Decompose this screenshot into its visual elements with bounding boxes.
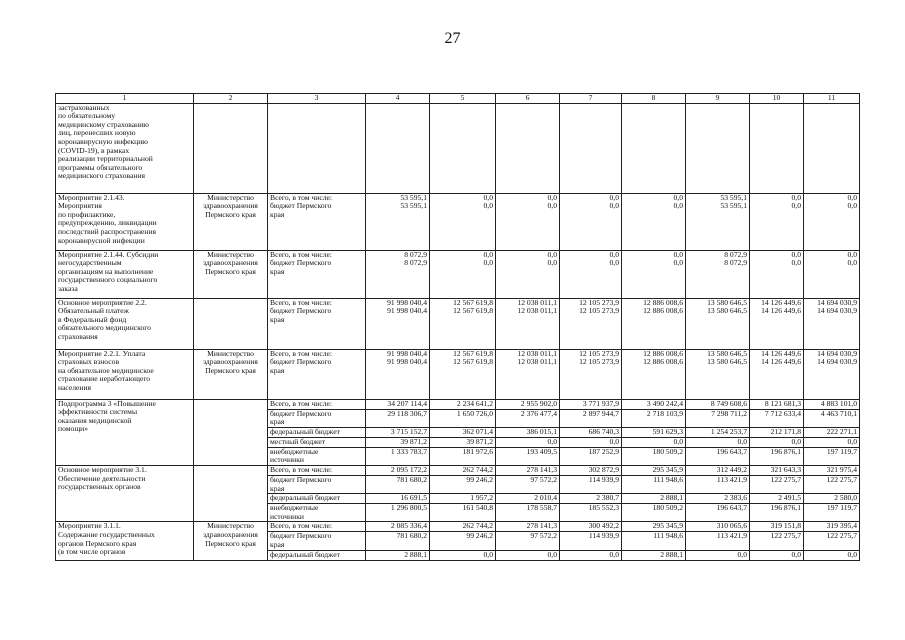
column-number: 5 (430, 94, 496, 104)
amount-cell: 591 629,3 (622, 427, 686, 437)
funding-source: внебюджетные источники (268, 447, 366, 465)
measure-name: Мероприятие 3.1.1. Содержание государственных органов Пермского края (в том числе органов (56, 522, 194, 560)
responsible-executor: Министерство здравоохранения Пермского края (194, 522, 268, 560)
amount-cell: 2 888,1 (622, 550, 686, 560)
amount-cell: 0,0 (496, 550, 560, 560)
amount-cell: 0,0 0,0 (804, 250, 860, 298)
amount-cell: 2 010,4 (496, 494, 560, 504)
amount-cell: 686 740,3 (560, 427, 622, 437)
funding-source: федеральный бюджет (268, 494, 366, 504)
amount-cell: 7 712 633,4 (750, 409, 804, 427)
amount-cell: 0,0 (750, 437, 804, 447)
responsible-executor (194, 465, 268, 521)
amount-cell: 321 975,4 (804, 465, 860, 475)
amount-cell: 2 376 477,4 (496, 409, 560, 427)
amount-cell: 4 883 101,0 (804, 399, 860, 409)
measure-name: Основное мероприятие 3.1. Обеспечение деятельности государственных органов (56, 465, 194, 521)
table-row (56, 522, 860, 532)
amount-cell: 0,0 0,0 (804, 193, 860, 250)
funding-source (268, 103, 366, 193)
amount-cell: 0,0 (496, 437, 560, 447)
amount-cell (560, 103, 622, 193)
table-row (56, 193, 860, 250)
amount-cell: 278 141,3 (496, 522, 560, 532)
amount-cell: 187 252,9 (560, 447, 622, 465)
amount-cell: 2 383,6 (686, 494, 750, 504)
amount-cell: 1 650 726,0 (430, 409, 496, 427)
amount-cell (804, 103, 860, 193)
amount-cell: 1 333 783,7 (366, 447, 430, 465)
amount-cell: 319 151,8 (750, 522, 804, 532)
amount-cell: 180 509,2 (622, 447, 686, 465)
amount-cell: 1 296 800,5 (366, 504, 430, 522)
amount-cell: 53 595,1 53 595,1 (366, 193, 430, 250)
funding-source: бюджет Пермского края (268, 475, 366, 493)
amount-cell: 196 643,7 (686, 504, 750, 522)
funding-source: внебюджетные источники (268, 504, 366, 522)
responsible-executor: Министерство здравоохранения Пермского края (194, 193, 268, 250)
amount-cell: 2 491,5 (750, 494, 804, 504)
funding-source: местный бюджет (268, 437, 366, 447)
funding-source: Всего, в том числе: бюджет Пермского края (268, 298, 366, 349)
amount-cell: 53 595,1 53 595,1 (686, 193, 750, 250)
table-row (56, 250, 860, 298)
amount-cell: 0,0 (622, 437, 686, 447)
amount-cell: 278 141,3 (496, 465, 560, 475)
amount-cell: 1 957,2 (430, 494, 496, 504)
measure-name: Мероприятие 2.2.1. Уплата страховых взносов на обязательное медицинское страхование неработающего населения (56, 349, 194, 399)
amount-cell: 14 126 449,6 14 126 449,6 (750, 349, 804, 399)
amount-cell: 196 643,7 (686, 447, 750, 465)
amount-cell: 262 744,2 (430, 522, 496, 532)
amount-cell: 12 886 008,6 12 886 008,6 (622, 298, 686, 349)
amount-cell: 3 715 152,7 (366, 427, 430, 437)
amount-cell: 0,0 (686, 437, 750, 447)
amount-cell: 29 118 306,7 (366, 409, 430, 427)
table-row (56, 103, 860, 193)
amount-cell: 262 744,2 (430, 465, 496, 475)
amount-cell: 13 580 646,5 13 580 646,5 (686, 298, 750, 349)
column-number: 11 (804, 94, 860, 104)
amount-cell: 3 771 937,9 (560, 399, 622, 409)
responsible-executor: Министерство здравоохранения Пермского края (194, 250, 268, 298)
amount-cell: 99 246,2 (430, 475, 496, 493)
table-row (56, 399, 860, 409)
amount-cell: 0,0 (750, 550, 804, 560)
amount-cell: 0,0 0,0 (622, 250, 686, 298)
amount-cell: 122 275,7 (750, 475, 804, 493)
amount-cell: 91 998 040,4 91 998 040,4 (366, 298, 430, 349)
amount-cell (622, 103, 686, 193)
amount-cell (366, 103, 430, 193)
amount-cell: 39 871,2 (366, 437, 430, 447)
amount-cell: 122 275,7 (750, 532, 804, 550)
amount-cell: 197 119,7 (804, 447, 860, 465)
column-number: 3 (268, 94, 366, 104)
amount-cell: 12 105 273,9 12 105 273,9 (560, 349, 622, 399)
amount-cell: 0,0 (804, 437, 860, 447)
amount-cell: 0,0 (430, 550, 496, 560)
column-number: 9 (686, 94, 750, 104)
amount-cell: 2 897 944,7 (560, 409, 622, 427)
amount-cell: 12 567 619,8 12 567 619,8 (430, 349, 496, 399)
amount-cell: 99 246,2 (430, 532, 496, 550)
amount-cell: 0,0 0,0 (750, 193, 804, 250)
amount-cell: 8 121 681,3 (750, 399, 804, 409)
column-number: 4 (366, 94, 430, 104)
amount-cell: 321 643,3 (750, 465, 804, 475)
amount-cell: 310 065,6 (686, 522, 750, 532)
amount-cell: 0,0 0,0 (560, 193, 622, 250)
measure-name: Основное мероприятие 2.2. Обязательный платеж в Федеральный фонд обязательного медицинского страхования (56, 298, 194, 349)
amount-cell: 39 871,2 (430, 437, 496, 447)
amount-cell: 12 038 011,1 12 038 011,1 (496, 298, 560, 349)
measure-name: Мероприятие 2.1.44. Субсидии негосударственным организациям на выполнение государственного социального заказа (56, 250, 194, 298)
funding-source: Всего, в том числе: бюджет Пермского края (268, 193, 366, 250)
amount-cell: 180 509,2 (622, 504, 686, 522)
responsible-executor (194, 399, 268, 465)
funding-source: федеральный бюджет (268, 427, 366, 437)
column-number: 7 (560, 94, 622, 104)
funding-source: Всего, в том числе: (268, 399, 366, 409)
table-row (56, 465, 860, 475)
amount-cell: 14 694 030,9 14 694 030,9 (804, 349, 860, 399)
amount-cell (430, 103, 496, 193)
amount-cell: 181 972,6 (430, 447, 496, 465)
table-row (56, 298, 860, 349)
amount-cell: 2 955 902,0 (496, 399, 560, 409)
amount-cell: 97 572,2 (496, 475, 560, 493)
amount-cell: 2 085 336,4 (366, 522, 430, 532)
table-row (56, 349, 860, 399)
measure-name: застрахованных по обязательному медицинскому страхованию лиц, перенесших новую коронавирусную инфекцию (COVID-19), в рамках реализации территориальной программы обязательного медицинского страхования (56, 103, 194, 193)
amount-cell: 319 395,4 (804, 522, 860, 532)
amount-cell: 1 254 253,7 (686, 427, 750, 437)
amount-cell: 113 421,9 (686, 532, 750, 550)
amount-cell: 122 275,7 (804, 475, 860, 493)
amount-cell: 12 567 619,8 12 567 619,8 (430, 298, 496, 349)
funding-source: Всего, в том числе: (268, 465, 366, 475)
amount-cell: 222 271,1 (804, 427, 860, 437)
amount-cell: 212 171,8 (750, 427, 804, 437)
responsible-executor (194, 103, 268, 193)
responsible-executor (194, 298, 268, 349)
amount-cell: 0,0 0,0 (622, 193, 686, 250)
column-number: 2 (194, 94, 268, 104)
amount-cell: 12 105 273,9 12 105 273,9 (560, 298, 622, 349)
amount-cell: 3 490 242,4 (622, 399, 686, 409)
amount-cell: 0,0 0,0 (496, 193, 560, 250)
funding-source: бюджет Пермского края (268, 409, 366, 427)
amount-cell: 2 234 641,2 (430, 399, 496, 409)
budget-table (55, 93, 860, 561)
funding-source: Всего, в том числе: бюджет Пермского края (268, 349, 366, 399)
amount-cell: 302 872,9 (560, 465, 622, 475)
amount-cell: 12 038 011,1 12 038 011,1 (496, 349, 560, 399)
amount-cell (496, 103, 560, 193)
amount-cell: 0,0 (560, 550, 622, 560)
amount-cell: 0,0 0,0 (496, 250, 560, 298)
amount-cell: 4 463 710,1 (804, 409, 860, 427)
amount-cell: 781 680,2 (366, 475, 430, 493)
amount-cell: 386 015,1 (496, 427, 560, 437)
funding-source: бюджет Пермского края (268, 532, 366, 550)
column-number: 6 (496, 94, 560, 104)
amount-cell: 300 492,2 (560, 522, 622, 532)
amount-cell: 196 876,1 (750, 504, 804, 522)
amount-cell: 362 071,4 (430, 427, 496, 437)
measure-name: Мероприятие 2.1.43. Мероприятия по профилактике, предупреждению, ликвидации последствий распространения коронавирусной инфекции (56, 193, 194, 250)
amount-cell: 122 275,7 (804, 532, 860, 550)
amount-cell: 2 888,1 (622, 494, 686, 504)
amount-cell: 2 095 172,2 (366, 465, 430, 475)
amount-cell: 2 888,1 (366, 550, 430, 560)
amount-cell: 8 072,9 8 072,9 (686, 250, 750, 298)
amount-cell: 0,0 (560, 437, 622, 447)
amount-cell: 97 572,2 (496, 532, 560, 550)
amount-cell: 113 421,9 (686, 475, 750, 493)
amount-cell: 0,0 0,0 (430, 193, 496, 250)
funding-source: федеральный бюджет (268, 550, 366, 560)
column-number: 1 (56, 94, 194, 104)
amount-cell: 2 380,7 (560, 494, 622, 504)
amount-cell: 0,0 0,0 (560, 250, 622, 298)
funding-source: Всего, в том числе: (268, 522, 366, 532)
amount-cell: 7 298 711,2 (686, 409, 750, 427)
amount-cell: 0,0 0,0 (430, 250, 496, 298)
measure-name: Подпрограмма 3 «Повышение эффективности системы оказания медицинской помощи» (56, 399, 194, 465)
amount-cell: 91 998 040,4 91 998 040,4 (366, 349, 430, 399)
page-number: 27 (444, 30, 461, 47)
amount-cell: 114 939,9 (560, 475, 622, 493)
amount-cell: 312 449,2 (686, 465, 750, 475)
amount-cell: 111 948,6 (622, 532, 686, 550)
amount-cell: 0,0 (804, 550, 860, 560)
amount-cell: 161 540,8 (430, 504, 496, 522)
amount-cell: 0,0 0,0 (750, 250, 804, 298)
amount-cell: 8 072,9 8 072,9 (366, 250, 430, 298)
amount-cell: 178 558,7 (496, 504, 560, 522)
amount-cell: 16 691,5 (366, 494, 430, 504)
amount-cell: 0,0 (686, 550, 750, 560)
responsible-executor: Министерство здравоохранения Пермского края (194, 349, 268, 399)
amount-cell: 193 409,5 (496, 447, 560, 465)
amount-cell: 12 886 008,6 12 886 008,6 (622, 349, 686, 399)
amount-cell: 34 207 114,4 (366, 399, 430, 409)
amount-cell: 295 345,9 (622, 465, 686, 475)
amount-cell: 2 718 103,9 (622, 409, 686, 427)
amount-cell: 8 749 608,6 (686, 399, 750, 409)
amount-cell: 13 580 646,5 13 580 646,5 (686, 349, 750, 399)
amount-cell: 185 552,3 (560, 504, 622, 522)
amount-cell: 781 680,2 (366, 532, 430, 550)
amount-cell (686, 103, 750, 193)
amount-cell: 295 345,9 (622, 522, 686, 532)
amount-cell: 197 119,7 (804, 504, 860, 522)
amount-cell: 114 939,9 (560, 532, 622, 550)
column-number: 8 (622, 94, 686, 104)
amount-cell: 111 948,6 (622, 475, 686, 493)
table-header-row (56, 94, 860, 104)
funding-source: Всего, в том числе: бюджет Пермского края (268, 250, 366, 298)
amount-cell (750, 103, 804, 193)
column-number: 10 (750, 94, 804, 104)
amount-cell: 14 126 449,6 14 126 449,6 (750, 298, 804, 349)
amount-cell: 2 580,0 (804, 494, 860, 504)
amount-cell: 14 694 030,9 14 694 030,9 (804, 298, 860, 349)
amount-cell: 196 876,1 (750, 447, 804, 465)
